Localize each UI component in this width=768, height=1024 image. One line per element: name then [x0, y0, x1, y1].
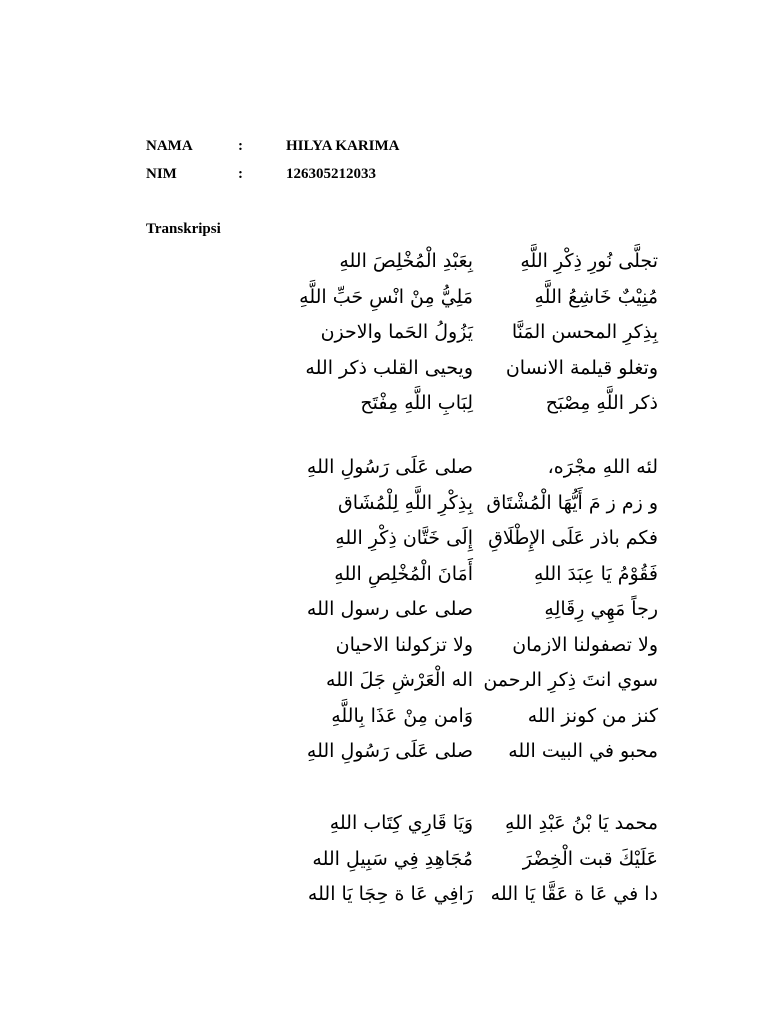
verse-line-right: محمد يَا بْنُ عَبْدِ اللهِ [505, 812, 658, 834]
verse-line-right: بِذِكرِ المحسن المَنَّا [511, 321, 658, 343]
verse-line-right: سوي انتَ ذِكرِ الرحمن [483, 669, 658, 691]
verse-line-left: وَيَا قَارِي كِتَاب اللهِ [329, 812, 473, 834]
nama-label: NAMA [146, 138, 193, 154]
nama-value: HILYA KARIMA [286, 138, 400, 154]
verse-line-right: فَقُوْمُ يَا عِبَدَ اللهِ [533, 562, 658, 585]
nim-value: 126305212033 [286, 166, 376, 182]
nama-colon: : [238, 138, 243, 154]
verse-line-right: كنز من كونز الله [527, 704, 658, 727]
verse-line-left: اله الْعَرْشِ جَلَ الله [326, 669, 473, 691]
nim-label: NIM [146, 166, 177, 182]
verse-line-left: ويحيى القلب ذكر الله [305, 356, 473, 379]
verse-line-left: مَلِيُّ مِنْ انْسِ حَبِّ اللَّهِ [299, 285, 473, 308]
verse-line-right: رجاً مَهِي رِقَالِهِ [544, 598, 658, 620]
verse-line-right: ذكر اللَّهِ مِصْبَح [545, 392, 658, 414]
verse-line-right: دا في عَا ة عَقَّا يَا الله [490, 883, 658, 905]
verse-line-right: وتغلو قيلمة الانسان [505, 356, 658, 379]
verse-line-left: إِلَى خَتَّان ذِكْرِ اللهِ [335, 527, 473, 549]
verse-line-right: لئه اللهِ مجْرَه، [547, 456, 658, 478]
verse-line-left: ولا تزكولنا الاحيان [335, 633, 473, 656]
verse-line-right: محبو في البيت الله [508, 740, 658, 762]
verse-line-left: صلى على رسول الله [306, 598, 473, 620]
verse-line-right: عَلَيْكَ قبت الْخِضْرَ [522, 847, 658, 870]
verse-line-left: رَافِي عَا ة حِجَا يَا الله [307, 883, 473, 905]
section-title: Transkripsi [146, 221, 221, 237]
verse-line-left: بِعَبْدِ الْمُخْلِصَ اللهِ [339, 250, 473, 272]
verse-line-left: وَامن مِنْ عَذَا بِاللَّهِ [331, 704, 473, 727]
verse-line-right: و زم ز مَ أَيُّهَا الْمُشْتَاق [486, 491, 658, 514]
verse-line-left: صلى عَلَى رَسُولِ اللهِ [306, 740, 473, 762]
nim-colon: : [238, 166, 243, 182]
verse-line-left: لِبَابِ اللَّهِ مِفْتَح [360, 392, 473, 414]
verse-line-right: مُنِيْبٌ خَاشِعُ اللَّهِ [534, 285, 658, 308]
verse-line-right: ولا تصفولنا الازمان [512, 633, 658, 656]
verse-line-right: تجلَّى نُورِ ذِكْرِ اللَّهِ [520, 250, 658, 272]
verse-line-left: صلى عَلَى رَسُولِ اللهِ [306, 456, 473, 478]
verse-line-right: فكم باذر عَلَى الإِطْلَاقِ [488, 527, 658, 549]
verse-line-left: بِذِكْرِ اللَّهِ لِلْمُشَاق [338, 491, 473, 514]
verse-line-left: مُجَاهِدِ فِي سَبِيلِ الله [312, 847, 473, 870]
verse-line-left: يَزُولُ الحَما والاحزن [320, 321, 473, 343]
verse-line-left: أَمَانَ الْمُخْلِصِ اللهِ [334, 562, 473, 585]
